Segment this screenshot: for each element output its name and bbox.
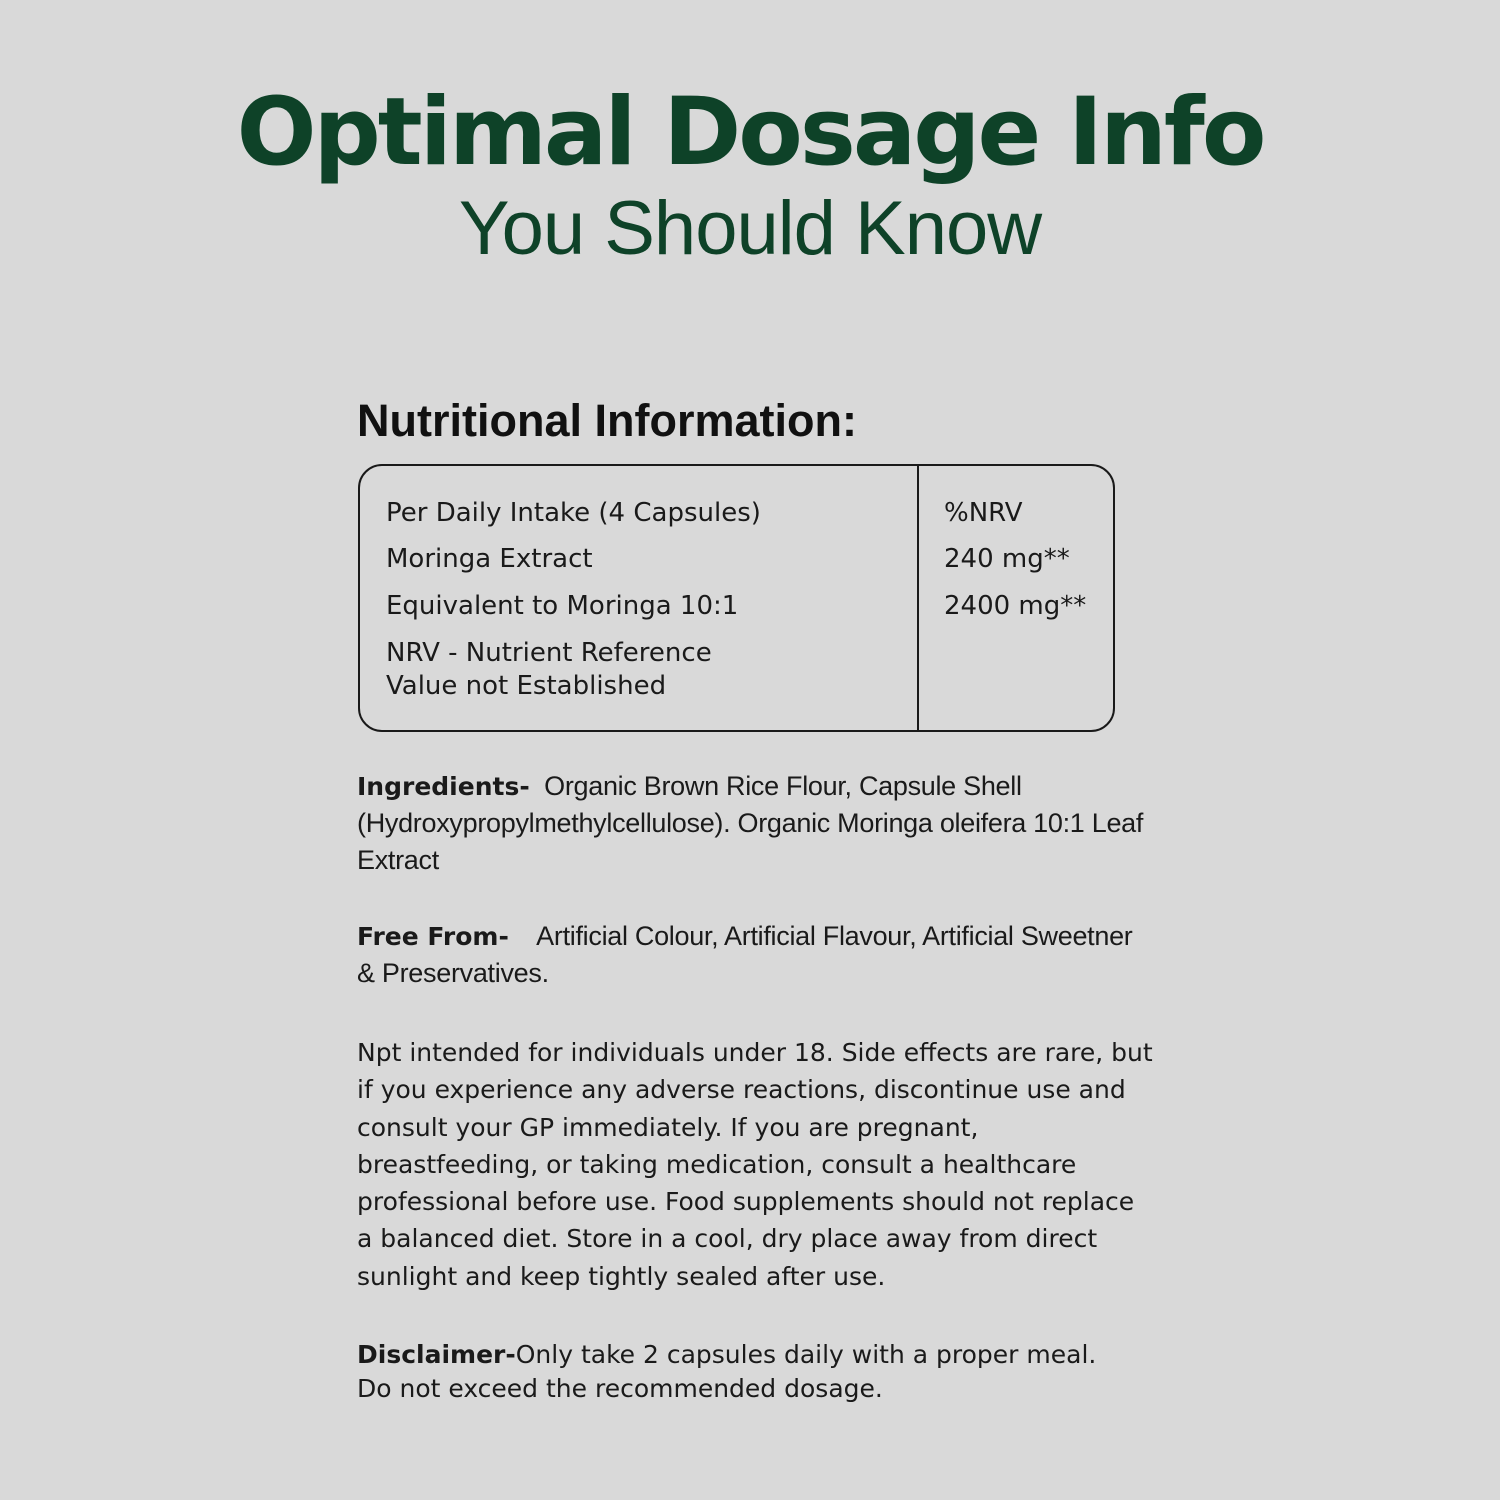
table-row-value: 2400 mg** [944,591,1087,621]
table-divider [917,466,919,730]
nutrition-heading: Nutritional Information: [357,395,857,446]
table-row-value: %NRV [944,498,1023,528]
warning-text: Npt intended for individuals under 18. Side effects are rare, but if you experience any adverse reactions, discontinue use and consult your GP immediately. If you are pregnant, breastfeeding, or taking medication, consult a healthcare professional before use. Food supplements should not replace a balanced diet. Store in a cool, dry place away from direct sunlight and keep tightly sealed after use. [357,1038,1153,1291]
ingredients-paragraph [357,768,1157,879]
disclaimer-line1: Only take 2 capsules daily with a proper meal. [515,1340,1097,1369]
free-from-paragraph [357,918,1157,992]
disclaimer-paragraph [357,1338,1157,1406]
table-footnote: Value not Established [386,671,667,701]
nutrition-table [358,464,1115,732]
disclaimer-line2: Do not exceed the recommended dosage. [357,1374,883,1403]
ingredients-label: Ingredients- [357,772,530,801]
table-row-value: 240 mg** [944,544,1070,574]
free-from-text: Artificial Colour, Artificial Flavour, Artificial Sweetner & Preservatives. [357,921,1133,988]
table-row-label: Per Daily Intake (4 Capsules) [386,498,761,528]
table-row-label: Equivalent to Moringa 10:1 [386,591,739,621]
table-footnote: NRV - Nutrient Reference [386,638,712,668]
disclaimer-label: Disclaimer- [357,1340,516,1369]
ingredients-text: Organic Brown Rice Flour, Capsule Shell (Hydroxypropylmethylcellulose). Organic Moringa oleifera 10:1 Leaf Extract [357,771,1144,875]
table-row-label: Moringa Extract [386,544,593,574]
page-subtitle: You Should Know [458,186,1042,271]
page-title: Optimal Dosage Info [236,78,1264,187]
free-from-label: Free From- [357,922,509,951]
